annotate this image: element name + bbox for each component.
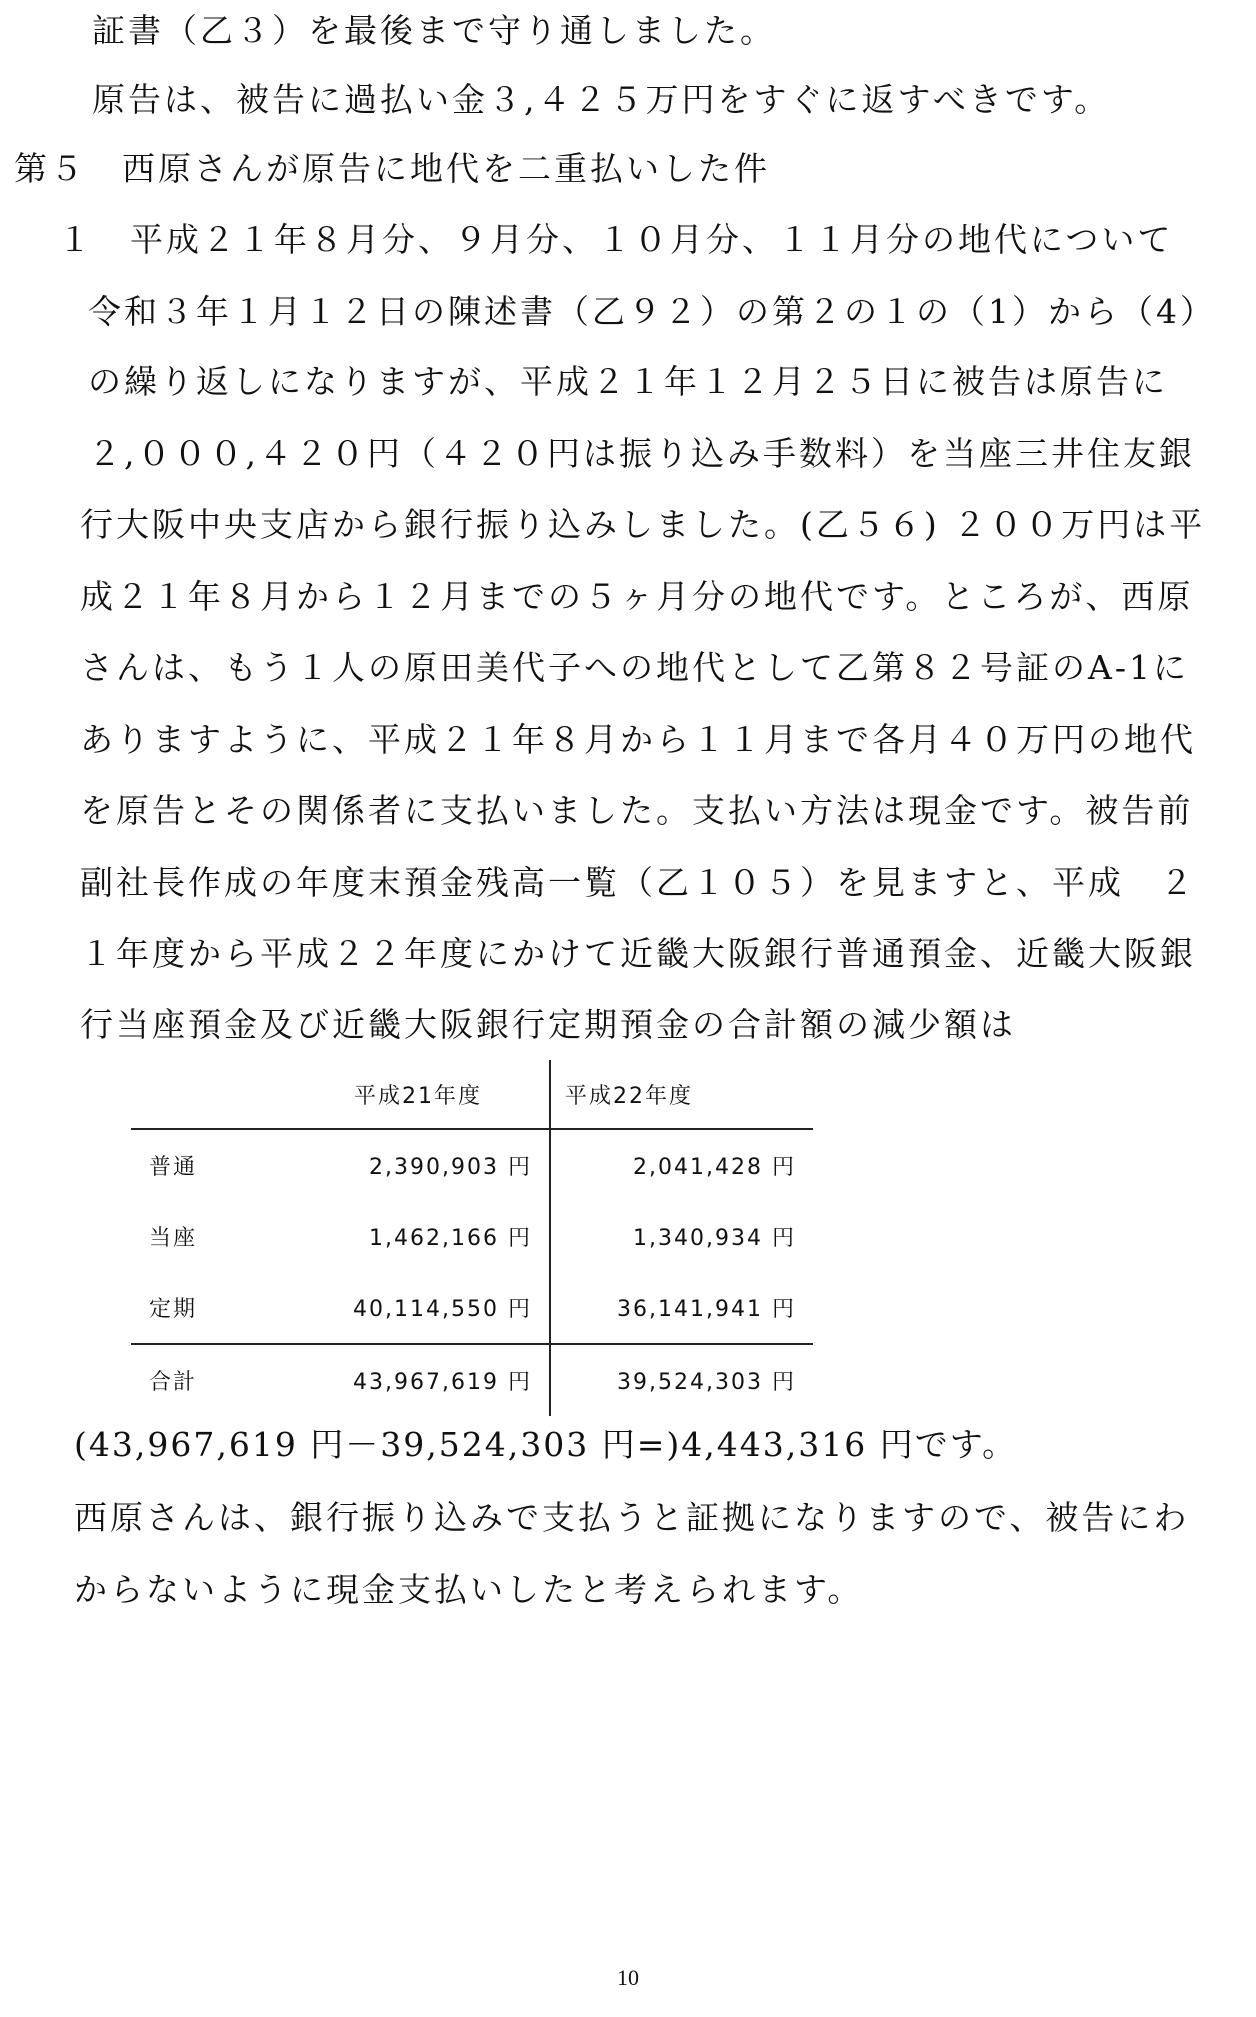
table-cell: 40,114,550 円: [353, 1297, 532, 1322]
body-line-5: 令和３年１月１２日の陳述書（乙９２）の第２の１の（1）から（4）: [88, 292, 1216, 331]
table-cell: 2,390,903 円: [369, 1155, 532, 1180]
deposit-table: [131, 1060, 813, 1416]
calculation-line: (43,967,619 円－39,524,303 円=)4,443,316 円です。: [74, 1425, 1018, 1464]
body-line-14: １年度から平成２２年度にかけて近畿大阪銀行普通預金、近畿大阪銀: [80, 934, 1196, 973]
table-cell: 当座: [149, 1226, 198, 1251]
body-line-9: 成２１年８月から１２月までの５ヶ月分の地代です。ところが、西原: [80, 577, 1194, 616]
body-line-17: 西原さんは、銀行振り込みで支払うと証拠になりますので、被告にわ: [74, 1498, 1190, 1537]
body-line-2: 原告は、被告に過払い金３,４２５万円をすぐに返すべきです。: [92, 80, 1111, 119]
table-header-row: [131, 1060, 813, 1129]
table-total-row: [131, 1344, 813, 1416]
body-line-10: さんは、もう１人の原田美代子への地代として乙第８２号証のA-1に: [80, 648, 1189, 687]
body-line-11: ありますように、平成２１年８月から１１月まで各月４０万円の地代: [80, 720, 1196, 759]
body-line-6: の繰り返しになりますが、平成２１年１２月２５日に被告は原告に: [88, 362, 1168, 401]
table-row: [131, 1201, 813, 1272]
page-number: 10: [617, 1965, 639, 1990]
body-line-18: からないように現金支払いしたと考えられます。: [74, 1570, 864, 1609]
table-cell: 普通: [149, 1155, 198, 1180]
section-heading: 第５ 西原さんが原告に地代を二重払いした件: [14, 149, 770, 188]
table-cell: 合計: [131, 1344, 287, 1416]
table-cell: 1,462,166 円: [369, 1226, 532, 1251]
body-line-8: 行大阪中央支店から銀行振り込みしました。(乙５６) ２００万円は平: [80, 505, 1206, 544]
table-header-cell: 平成22年度: [550, 1060, 813, 1129]
table-row: [131, 1272, 813, 1344]
table-header-cell: 平成21年度: [287, 1060, 550, 1129]
body-line-13: 副社長作成の年度末預金残高一覧（乙１０５）を見ますと、平成 ２: [80, 863, 1196, 902]
table-cell: 36,141,941 円: [550, 1272, 813, 1344]
table-header-cell: [131, 1060, 287, 1129]
table-cell: 定期: [149, 1297, 198, 1322]
body-line-15: 行当座預金及び近畿大阪銀行定期預金の合計額の減少額は: [80, 1005, 1016, 1044]
table-cell: 43,967,619 円: [287, 1344, 550, 1416]
body-line-12: を原告とその関係者に支払いました。支払い方法は現金です。被告前: [80, 791, 1194, 830]
table-cell: 39,524,303 円: [550, 1344, 813, 1416]
table-row: [131, 1129, 813, 1201]
table-cell: 2,041,428 円: [550, 1129, 813, 1201]
body-line-7: ２,０００,４２０円（４２０円は振り込み手数料）を当座三井住友銀: [88, 434, 1195, 473]
table-cell: 1,340,934 円: [550, 1201, 813, 1272]
item-heading: １ 平成２１年８月分、９月分、１０月分、１１月分の地代について: [58, 220, 1174, 259]
body-line-1: 証書（乙３）を最後まで守り通しました。: [92, 11, 776, 50]
